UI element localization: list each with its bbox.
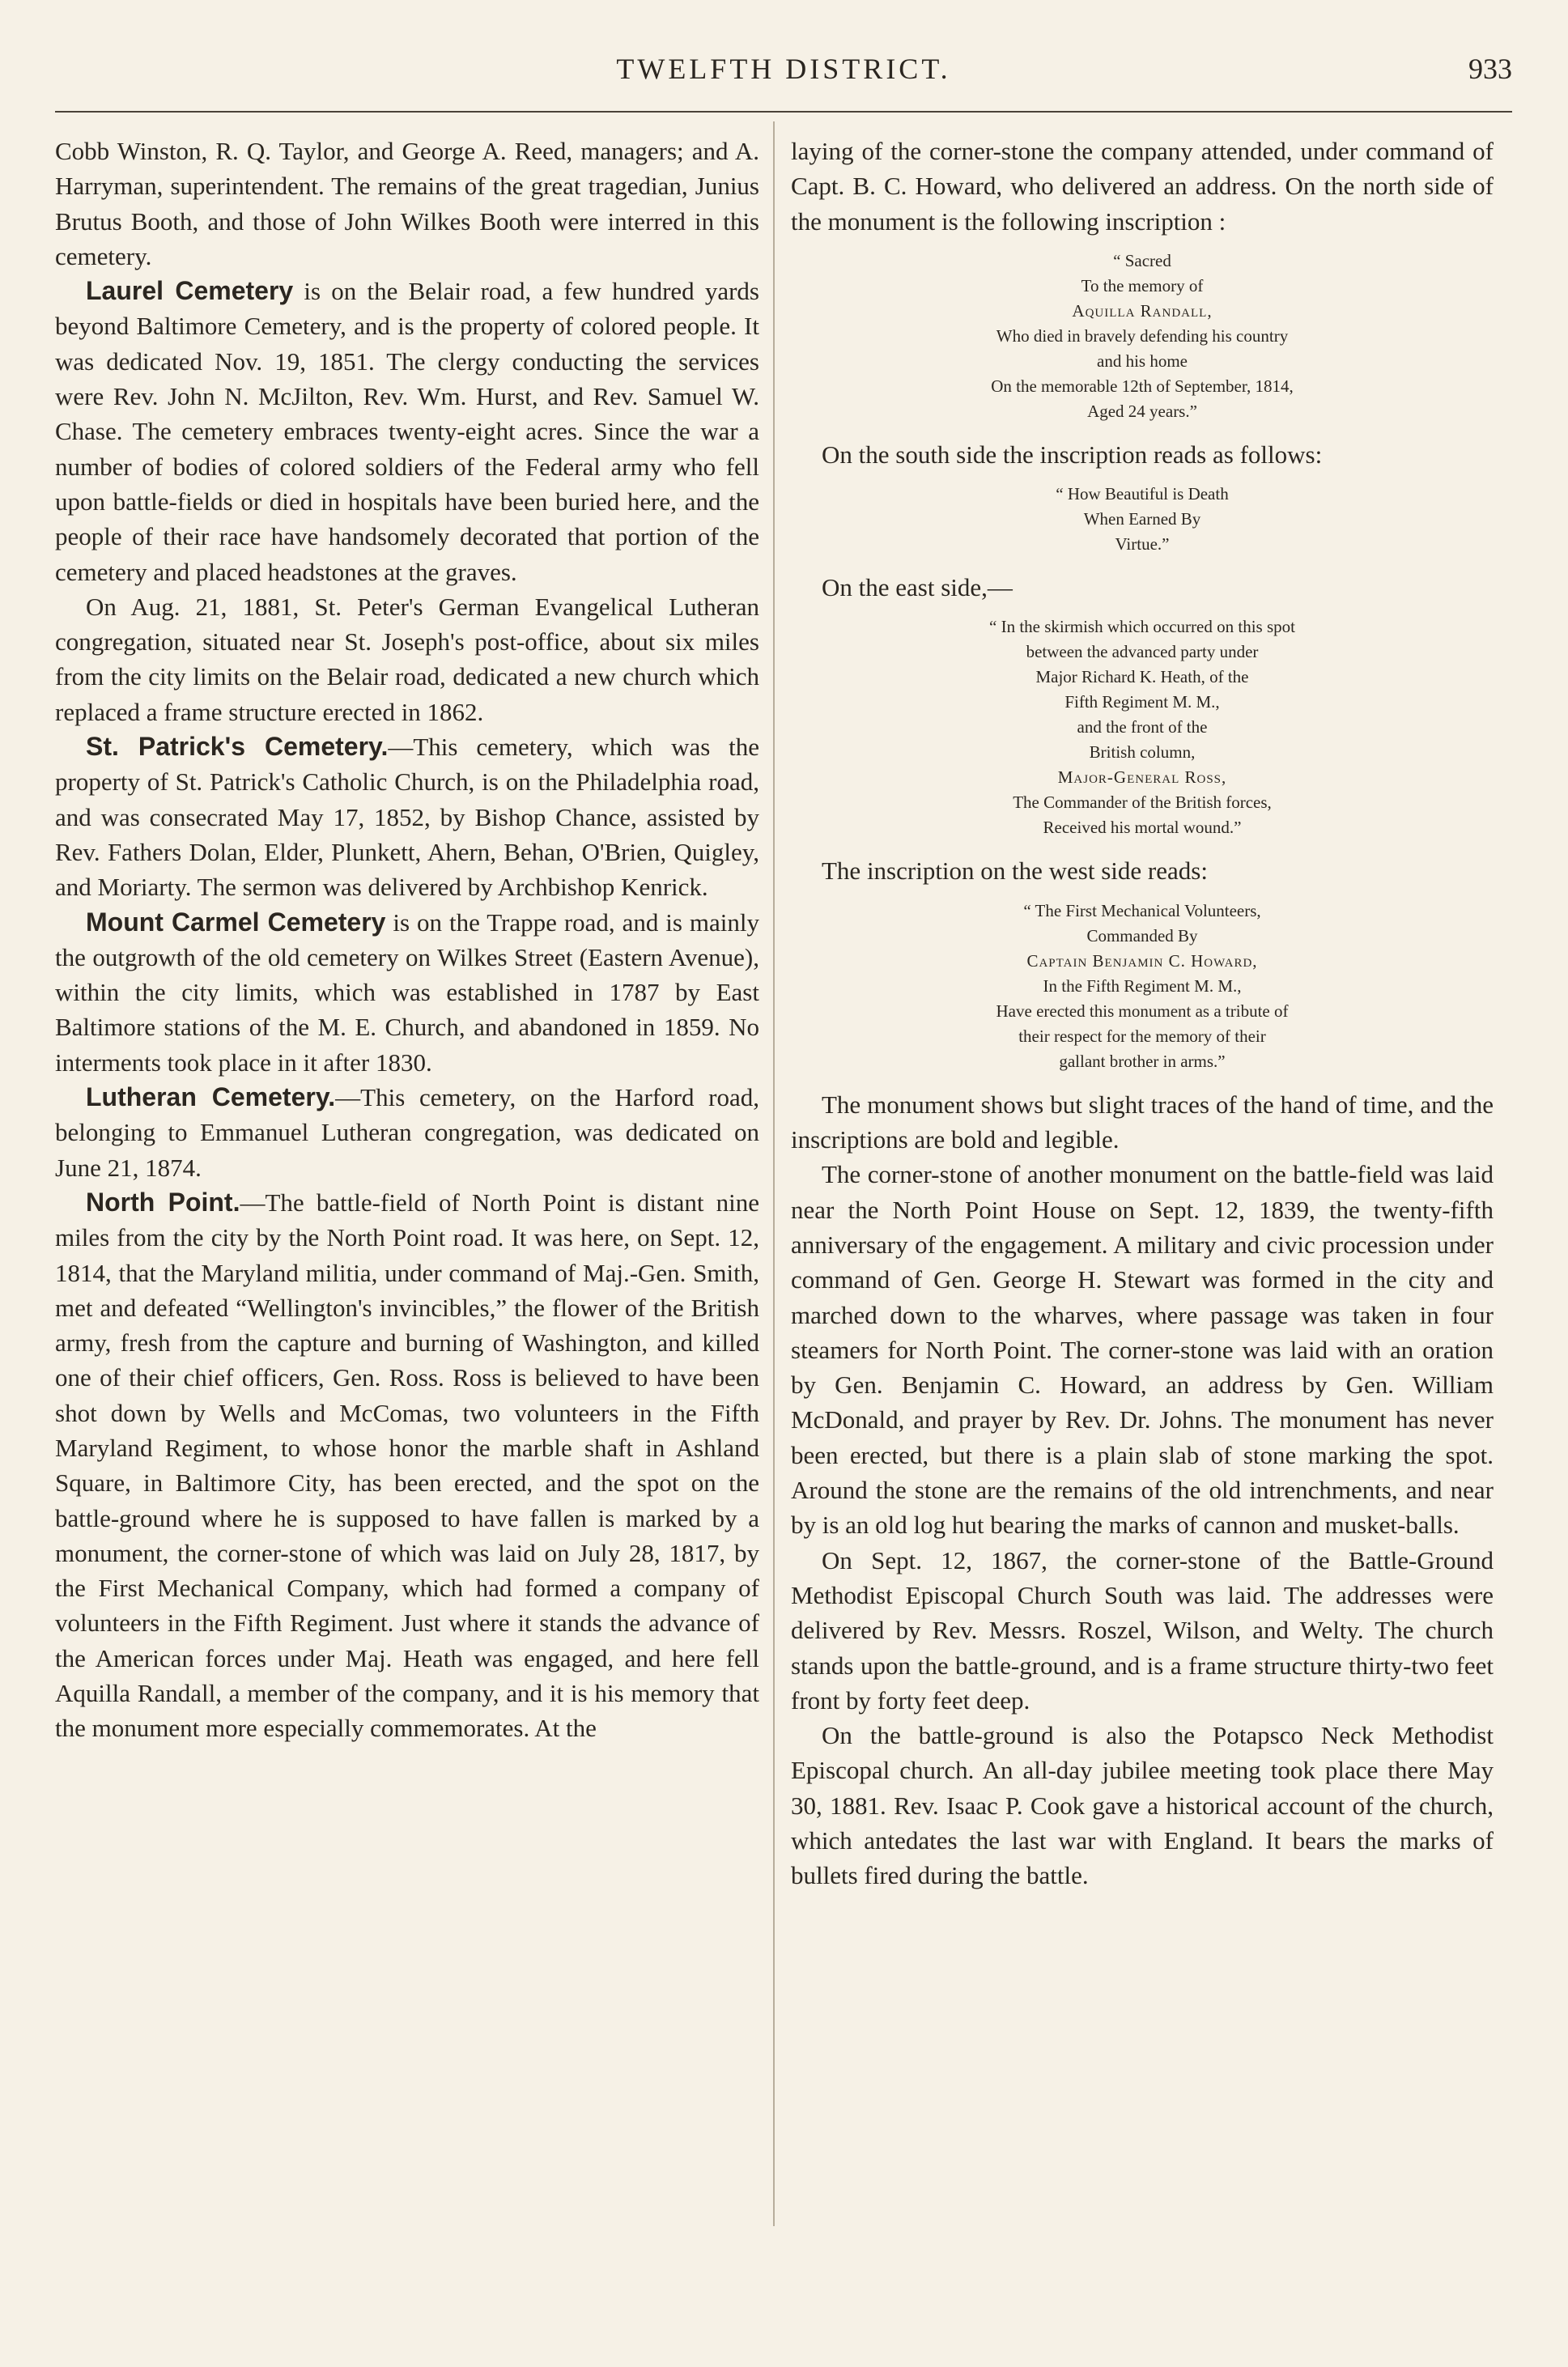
- paragraph: On the east side,—: [822, 573, 1013, 602]
- inscription-line: Virtue.”: [1115, 534, 1170, 555]
- inscription-line: their respect for the memory of their: [1018, 1026, 1266, 1046]
- header-rule: [55, 111, 1512, 113]
- inscription-line: Fifth Regiment M. M.,: [1064, 692, 1220, 712]
- paragraph: On the battle-ground is also the Potapsco Neck Methodist Episcopal church. An all-day jubilee meeting took place there May 30, 1881. Rev. Isaac P. Cook gave a historical account of the church, which antedates the last war with England. It bears the marks of bullets fired during the battle.: [791, 1721, 1494, 1890]
- inscription-line: When Earned By: [1083, 509, 1201, 529]
- inscription-line: Who died in bravely defending his country: [996, 325, 1289, 346]
- inscription-line: Captain Benjamin C. Howard,: [1026, 950, 1258, 971]
- inscription-line: To the memory of: [1081, 275, 1204, 295]
- left-column: [55, 134, 759, 1746]
- paragraph: [55, 905, 759, 1080]
- paragraph: The corner-stone of another monument on the battle-field was laid near the North Point House on Sept. 12, 1839, the twenty-fifth anniversary of the engagement. A military and civic procession under command of Gen. George H. Stewart was formed in the city and marched down to the wharves, where passage was taken in four steamers for North Point. The corner-stone was laid with an oration by Gen. Benjamin C. Howard, an address by Gen. William McDonald, and prayer by Rev. Dr. Johns. The monument has never been erected, but there is a plain slab of stone marking the spot. Around the stone are the remains of the old intrenchments, and near by is an old log hut bearing the marks of cannon and musket-balls.: [791, 1160, 1494, 1540]
- page-number: 933: [1468, 53, 1512, 85]
- section-heading: Lutheran Cemetery.: [86, 1082, 336, 1112]
- inscription-line: “ The First Mechanical Volunteers,: [1023, 900, 1261, 920]
- paragraph: Cobb Winston, R. Q. Taylor, and George A. Reed, managers; and A. Harryman, superintendent. The remains of the great tragedian, Junius Brutus Booth, and those of John Wilkes Booth were interred in this cemetery.: [55, 137, 759, 270]
- paragraph: The monument shows but slight traces of the hand of time, and the inscriptions are bold and legible.: [791, 1090, 1494, 1154]
- running-title: TWELFTH DISTRICT.: [616, 53, 951, 85]
- inscription-line: Commanded By: [1086, 925, 1198, 946]
- section-heading: Mount Carmel Cemetery: [86, 907, 386, 937]
- paragraph-text: —This cemetery, on the Harford road, belonging to Emmanuel Lutheran congregation, was dedicated on June 21, 1874.: [55, 1083, 760, 1182]
- inscription-line: The Commander of the British forces,: [1013, 793, 1272, 813]
- paragraph: On Aug. 21, 1881, St. Peter's German Evangelical Lutheran congregation, situated near St. Joseph's post-office, about six miles from the city limits on the Belair road, dedicated a new church which replaced a frame structure erected in 1862.: [55, 592, 759, 726]
- inscription-line: Aquilla Randall,: [1072, 300, 1213, 321]
- inscription-line: gallant brother in arms.”: [1059, 1051, 1226, 1071]
- inscription-east: [791, 614, 1494, 840]
- inscription-line: and his home: [1097, 351, 1188, 371]
- section-heading: North Point.: [86, 1187, 240, 1217]
- inscription-line: In the Fifth Regiment M. M.,: [1043, 975, 1242, 996]
- right-column: [791, 134, 1494, 1893]
- paragraph: [55, 274, 759, 589]
- inscription-line: British column,: [1089, 742, 1196, 763]
- inscription-line: “ In the skirmish which occurred on this spot: [989, 617, 1295, 637]
- paragraph: [55, 1080, 759, 1185]
- inscription-line: “ Sacred: [1113, 250, 1171, 270]
- inscription-line: Major Richard K. Heath, of the: [1035, 667, 1249, 687]
- paragraph-text: —The battle-field of North Point is distant nine miles from the city by the North Point road. It was here, on Sept. 12, 1814, that the Maryland militia, under command of Maj.-Gen. Smith, met and defeated “Wellington's invincibles,” the flower of the British army, fresh from the capture and burning of Washington, and killed one of their chief officers, Gen. Ross. Ross is believed to have been shot down by Wells and McComas, two volunteers in the Fifth Maryland Regiment, to whose honor the marble shaft in Ashland Square, in Baltimore City, has been erected, and the spot on the battle-ground where he is supposed to have fallen is marked by a monument, the corner-stone of which was laid on July 28, 1817, by the First Mechanical Company, which had formed a company of volunteers in the Fifth Regiment. Just where it stands the advance of the American forces under Maj. Heath was engaged, and here fell Aquilla Randall, a member of the company, and it is his memory that the monument more especially commemorates. At the: [55, 1188, 760, 1743]
- paragraph: [55, 1185, 759, 1746]
- inscription-line: Aged 24 years.”: [1087, 401, 1197, 421]
- paragraph: [55, 729, 759, 904]
- column-divider: [773, 121, 775, 2226]
- inscription-south: [791, 482, 1494, 557]
- inscription-line: Have erected this monument as a tribute of: [996, 1001, 1289, 1021]
- inscription-west: [791, 899, 1494, 1074]
- paragraph: The inscription on the west side reads:: [822, 856, 1208, 886]
- paragraph: laying of the corner-stone the company attended, under command of Capt. B. C. Howard, who delivered an address. On the north side of the monument is the following inscription :: [791, 137, 1494, 236]
- inscription-line: Received his mortal wound.”: [1043, 818, 1242, 838]
- paragraph: On the south side the inscription reads as follows:: [822, 440, 1323, 469]
- inscription-line: between the advanced party under: [1026, 642, 1259, 662]
- page-header: [55, 42, 1512, 99]
- inscription-line: Major-General Ross,: [1057, 767, 1227, 788]
- inscription-north: [791, 249, 1494, 424]
- inscription-line: and the front of the: [1077, 717, 1208, 737]
- inscription-line: On the memorable 12th of September, 1814,: [991, 376, 1294, 396]
- inscription-line: “ How Beautiful is Death: [1056, 484, 1229, 504]
- paragraph-text: is on the Belair road, a few hundred yards beyond Baltimore Cemetery, and is the property of colored people. It was dedicated Nov. 19, 1851. The clergy conducting the services were Rev. John N. McJilton, Rev. Wm. Hurst, and Rev. Samuel W. Chase. The cemetery embraces twenty-eight acres. Since the war a number of bodies of colored soldiers of the Federal army who fell upon battle-fields or died in hospitals have been buried here, and the people of their race have handsomely decorated that portion of the cemetery and placed headstones at the graves.: [55, 277, 759, 586]
- paragraph-text: is on the Trappe road, and is mainly the outgrowth of the old cemetery on Wilkes Street (Eastern Avenue), within the city limits, which was established in 1787 by East Baltimore stations of the M. E. Church, and abandoned in 1859. No interments took place in it after 1830.: [55, 907, 759, 1077]
- section-heading: Laurel Cemetery: [86, 276, 294, 306]
- paragraph-text: —This cemetery, which was the property of St. Patrick's Catholic Church, is on the Philadelphia road, and was consecrated May 17, 1852, by Bishop Chance, assisted by Rev. Fathers Dolan, Elder, Plunkett, Ahern, Behan, O'Brien, Quigley, and Moriarty. The sermon was delivered by Archbishop Kenrick.: [55, 733, 760, 902]
- section-heading: St. Patrick's Cemetery.: [86, 732, 389, 762]
- paragraph: On Sept. 12, 1867, the corner-stone of the Battle-Ground Methodist Episcopal Church South was laid. The addresses were delivered by Rev. Messrs. Roszel, Wilson, and Welty. The church stands upon the battle-ground, and is a frame structure thirty-two feet front by forty feet deep.: [791, 1545, 1494, 1715]
